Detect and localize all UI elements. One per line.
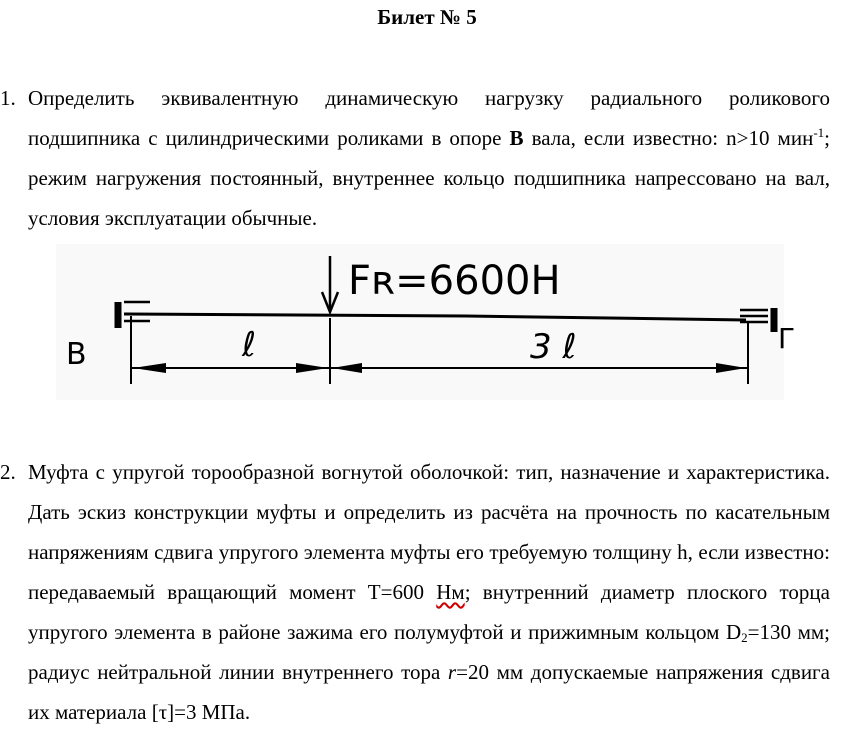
q1-text-b: вала, если известно: n>10 мин xyxy=(523,126,814,150)
question-2-number: 2. xyxy=(0,460,16,484)
shaft-diagram xyxy=(56,244,794,400)
question-1-number: 1. xyxy=(0,86,16,110)
q1-text-c: ; режим нагружения постоянный, внутреннее кольцо подшипника напрессовано на вал, условия эксплуатации обычные. xyxy=(28,126,830,230)
q2-text-a: Муфта с упругой торообразной вогнутой оболочкой: тип, назначение и характеристика. Дать эскиз конструкции муфты и определить из расчёта на прочность по касательным напряжениям сдвига упругого элемента муфты его требуемую толщину h, если известно: передаваемый вращающий момент T=600 xyxy=(28,460,830,604)
span-3l-label: 3 ℓ xyxy=(530,327,577,367)
q1-support-label: В xyxy=(509,126,524,150)
q2-subscript: 2 xyxy=(741,630,748,645)
q2-text-c: =130 мм; радиус нейтральной линии внутреннего тора xyxy=(28,620,830,684)
dim-arrow-left-start xyxy=(133,363,166,373)
force-label: Fʀ=6600H xyxy=(348,258,561,304)
q2-text-d: =20 мм допускаемые напряжения сдвига их материала [τ]=3 МПа. xyxy=(28,660,830,724)
support-b-label: B xyxy=(66,337,87,372)
dim-arrow-right-start xyxy=(332,363,362,373)
shaft-diagram-svg xyxy=(56,244,794,400)
q1-exponent: -1 xyxy=(813,125,825,140)
q2-text-b: ; внутренний диаметр плоского торца упругого элемента в районе зажима его полумуфтой и прижимным кольцом D xyxy=(28,580,830,644)
span-l-label: ℓ xyxy=(242,325,257,365)
dim-arrow-left-end xyxy=(296,363,328,373)
support-g-label: Γ xyxy=(778,322,794,355)
dim-arrow-right-end xyxy=(716,363,746,373)
ticket-title: Билет № 5 xyxy=(377,5,477,29)
question-2-text xyxy=(28,452,830,732)
q2-italic-r: r xyxy=(447,660,457,684)
question-1-text xyxy=(28,78,830,238)
q1-text-a: Определить эквивалентную динамическую нагрузку радиального роликового подшипника с цилиндрическими роликами в опоре xyxy=(28,86,830,150)
shaft-line xyxy=(124,314,746,320)
q2-unit-nm: Нм xyxy=(436,580,465,604)
